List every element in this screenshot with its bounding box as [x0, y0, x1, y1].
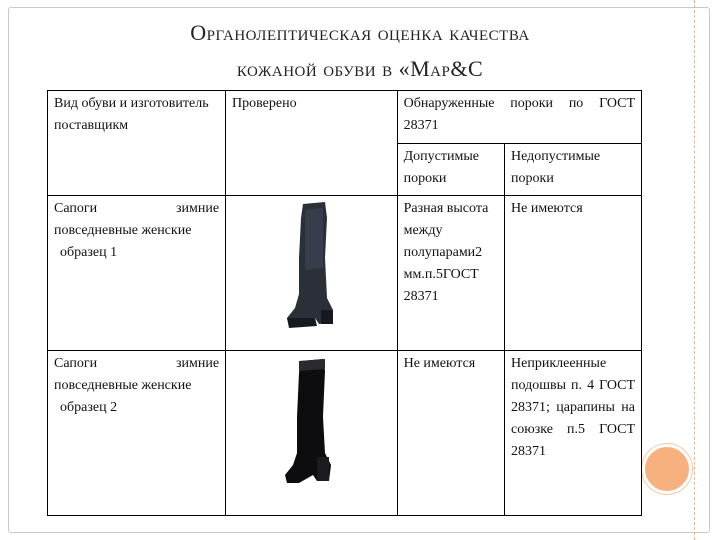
product-cell	[48, 351, 226, 516]
slide-title-line-2: кожаной обуви в «Мар&С	[236, 56, 484, 81]
boot-photo-2-icon	[281, 353, 341, 493]
evaluation-table	[47, 90, 642, 516]
header-product: Вид обуви и изготовитель поставщикм	[48, 91, 226, 196]
header-not-allowed: Недопустимые пороки	[505, 143, 642, 196]
header-defects: Обнаруженные пороки по ГОСТ 28371	[397, 91, 641, 144]
slide-title-line-1: Органолептическая оценка качества	[190, 20, 530, 45]
product-cell	[48, 196, 226, 351]
sample-label: образец 2	[60, 400, 118, 415]
header-allowed: Допустимые пороки	[397, 143, 504, 196]
table-row	[48, 196, 642, 351]
table-header-row	[48, 91, 642, 144]
photo-cell	[226, 351, 398, 516]
photo-cell	[226, 196, 398, 351]
allowed-defects-cell: Не имеются	[397, 351, 504, 516]
decorative-dashed-line	[694, 0, 696, 540]
not-allowed-defects-cell: Не имеются	[505, 196, 642, 351]
not-allowed-defects-cell: Неприклеенные подошвы п. 4 ГОСТ 28371; царапины на союзке п.5 ГОСТ 28371	[505, 351, 642, 516]
allowed-defects-cell: Разная высота между полупарами2 мм.п.5ГОСТ 28371	[397, 196, 504, 351]
sample-label: образец 1	[60, 245, 118, 260]
boot-photo-1-icon	[281, 198, 341, 338]
decorative-circle	[642, 444, 692, 494]
table-row	[48, 351, 642, 516]
product-name: Сапоги зимние повседневные женские	[54, 201, 220, 238]
header-checked: Проверено	[226, 91, 398, 196]
product-name: Сапоги зимние повседневные женские	[54, 356, 220, 393]
